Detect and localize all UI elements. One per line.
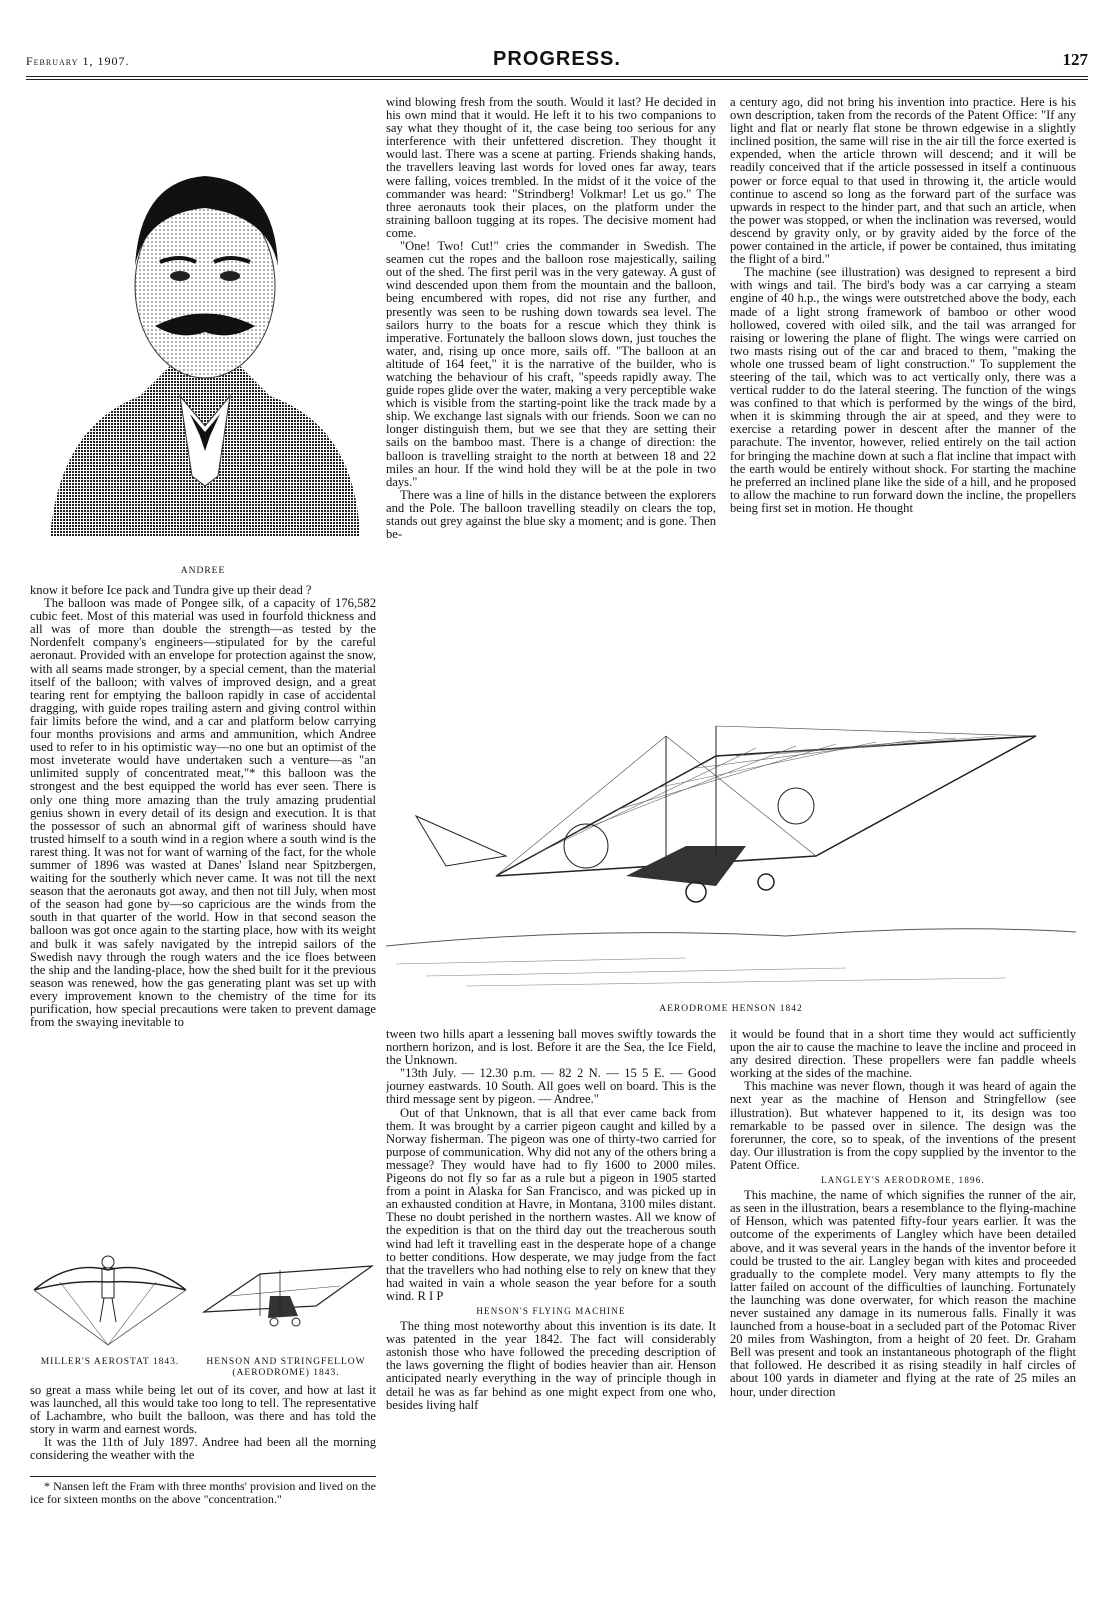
andree-portrait [30,96,376,556]
paragraph: know it before Ice pack and Tundra give up their dead ? [30,584,312,597]
paragraph: This machine, the name of which signifies the runner of the air, as seen in the illustration, bears a resemblance to the flying-machine of Henson, which was patented fifty-four years earlier. It was the outcome of the experiments of Langley which have been detailed above, and it was several years in the hands of the inventor before it could be trusted to the air. Langley began with kites and proceeded gradually to the complete model. Very many attempts to fly the latter failed on account of the difficulties of launching. Fortunately the launching was done overwater, for which reason the machine never sustained any damage in its numerous falls. Finally it was launched from a house-boat in a secluded part of the Potomac River 20 miles from Washington, from a height of 20 feet. Dr. Graham Bell was present and took an instantaneous photograph of the flight that followed. He described it as rising steadily in half circles of about 100 yards in diameter and flying at the rate of 25 miles an hour, under direction [730,1188,1076,1399]
miller-caption: MILLER'S AEROSTAT 1843. [40,1357,180,1367]
footnote-rule [30,1476,376,1477]
paragraph: it would be found that in a short time they would act sufficiently upon the air to cause the machine to leave the incline and proceed in any desired direction. These propellers were fan paddle wheels working at the sides of the machine. [730,1028,1076,1081]
column-2-bottom [386,1028,716,1548]
column-3-bottom [730,1028,1076,1548]
paragraph: There was a line of hills in the distance between the explorers and the Pole. The balloon travelling steadily on clears the top, stands out grey against the blue sky a moment; and is gone. Then be- [386,487,716,542]
paragraph: so great a mass while being let out of its cover, and how at last it was launched, all this would take too long to tell. The representative of Lachambre, who built the balloon, was there and has told the story in warm and earnest words. [30,1384,376,1437]
henson-stringfellow-caption: HENSON AND STRINGFELLOW (AERODROME) 1843. [206,1357,366,1378]
paragraph: This machine was never flown, though it was heard of again the next year as the machine of Henson and Stringfellow (see illustration). But whatever happened to it, its design was too remarkable to be passed over in silence. The design was the forerunner, the core, so to speak, of the inventions of the present day. Our illustration is from the copy supplied by the inventor to the Patent Office. [730,1079,1076,1172]
header-rule [26,76,1088,77]
henson-stringfellow-illustration [200,1256,376,1336]
paragraph: a century ago, did not bring his invention into practice. Here is his own description, taken from the records of the Patent Office: "If any light and flat or nearly flat stone be thrown edgewise in a slightly inclined position, the same will rise in the air till the force exerted is expended, when the article thrown will descend; and it will be readily conceived that if the article possessed in itself a continuous power or force equal to that used in throwing it, the article would continue to ascend so long as the forward part of the surface was upwards in respect to the hinder part, and that such an article, when the power was stopped, or when the inclination was reversed, would descend by gravity only, or by gravity aided by the force of the power contained in the article, if power be contained, thus imitating the flight of a bird." [730,96,1076,267]
paragraph: wind blowing fresh from the south. Would it last? He decided in his own mind that it would. He left it to his two companions to say what they thought of it, the case being too serious for any interference with their unfettered discretion. They thought it would last. There was a scene at parting. Friends shaking hands, the travellers leaving last words for loved ones far away, tears were falling, voices trembled. In the midst of it the voice of the commander was heard: "Strindberg! Volkmar! Let us go." The three aeronauts took their places, on the platform under the straining balloon tugging at its ropes. The decisive moment had come. [386,96,716,240]
header-rule-double [26,79,1088,80]
section-heading: HENSON'S FLYING MACHINE [476,1305,626,1316]
masthead-title: PROGRESS. [493,48,621,70]
paragraph: "One! Two! Cut!" cries the commander in Swedish. The seamen cut the ropes and the balloon rose majestically, sailing out of the shed. The first peril was in the very gateway. A gust of wind descended upon them from the mountain and the balloon, being encumbered with ropes, did not rise any further, and presently was seen to be rushing down towards sea level. The sailors hurry to the boats for a rescue which they think is imperative. Fortunately the balloon slows down, just touches the water, and, rising up once more, sails off. "The balloon at an altitude of 164 feet," it is the narrative of the builder, who is watching the behaviour of his craft, "speeds rapidly away. The guide ropes glide over the water, making a very perceptible wake which is visible from the starting-point like the track made by a ship. We exchange last signals with our friends. Soon we can no longer distinguish them, but we see that they are setting their sails on the bamboo mast. There is a change of direction: the balloon is travelling straight to the north at between 18 and 22 miles an hour. If the wind hold they will be at the pole in two days." [386,239,716,489]
paragraph: Out of that Unknown, that is all that ever came back from them. It was brought by a carrier pigeon caught and killed by a Norway fisherman. The pigeon was one of thirty-two carried for purpose of communication. Why did not any of the others bring a message? They would have had to fly 1600 to 2000 miles. Pigeons do not fly so far as a rule but a pigeon in 1905 started from a point in Alaska for San Francisco, and was picked up in an exhausted condition at Havre, in Montana, 3100 miles distant. These no doubt perished in the northern wastes. All we know of the expedition is that on the third day out the treacherous south wind had left it travelling east in the desperate hope of a change to better conditions. How desperate, we may judge from the fact that the travellers who had nothing else to rely on knew that they had waited in vain a whole season the year before for a south wind. R I P [386,1105,716,1303]
portrait-caption: ANDREE [180,566,226,576]
paragraph: tween two hills apart a lessening ball moves swiftly towards the northern horizon, and is lost. Before it are the Sea, the Ice Field, the Unknown. [386,1028,716,1068]
column-3-top [730,96,1076,690]
paragraph: The balloon was made of Pongee silk, of a capacity of 176,582 cubic feet. Most of this material was used in fourfold thickness and all was of more than double the strength—as tested by the Nordenfelt company's engineers—stipulated for by the careful aeronaut. Provided with an envelope for protection against the snow, with all seams made stronger, by a special cement, than the material itself of the balloon; with valves of improved design, and a great tearing rent for emptying the balloon rapidly in case of accidental dragging, with guide ropes trailing astern and giving control within fair limits before the wind, and a car and platform below carrying four months provisions and arms and ammunition, which Andree used to refer to in his optimistic way—no one but an optimist of the most inveterate would have undertaken such a venture—as "an unlimited supply of concentrated meat,"* this balloon was the strongest and the best equipped the world has ever seen. There is only one thing more amazing than the truly amazing prudential genius shown in every detail of its design and execution. It is that the possessor of such an abnormal gift of wariness should have trusted himself to a south wind in a region where a south wind is the rarest thing. It was not for want of warning of the fact, for the whole summer of 1896 was wasted at Danes' Island near Spitzbergen, waiting for the southerly which never came. It was not till the next season that the aeronauts got away, and then not till July, when most of the season had gone by—so capricious are the winds from the south in that quarter of the world. How in that second season the balloon was got once again to the starting place, how with its weight and bulk it was safely navigated by the intrepid sailors of the Swedish navy through the rough waters and the ice floes between the ship and the landing-place, how the shed built for it the previous season was renewed, how the gas generating plant was set up with every improvement known to the chemistry of the time for its purification, how special precautions were taken to prevent damage from the swaying inevitable to [30,596,376,1030]
aerodrome-henson-illustration [386,696,1076,996]
miller-aerostat-illustration [30,1240,190,1352]
footnote-text: * Nansen left the Fram with three months' provision and lived on the ice for sixteen months on the above "concentration." [30,1480,376,1506]
aerodrome-caption: AERODROME HENSON 1842 [659,1004,803,1014]
column-2-top [386,96,716,690]
section-heading: LANGLEY'S AERODROME, 1896. [821,1175,985,1186]
paragraph: "13th July. — 12.30 p.m. — 82 2 N. — 15 5 E. — Good journey eastwards. 10 South. All goes well on board. This is the third message sent by pigeon. — Andree." [386,1066,716,1107]
paragraph: The machine (see illustration) was designed to represent a bird with wings and tail. The bird's body was a car carrying a steam engine of 40 h.p., the wings were outstretched above the body, each made of a light strong framework of bamboo or other wood hollowed, covered with oiled silk, and the tail was arranged for raising or lowering the plane of flight. The wings were carried on two masts rising out of the car and braced to them, "making the whole one trussed beam of light construction." To supplement the steering of the tail, which was to act vertically only, there was a vertical rudder to do the lateral steering. The function of the wings was confined to that which is performed by the wings of the bird, when it is skimming through the air at speed, and they were to exercise a retarding power in descent after the manner of the parachute. The inventor, however, relied entirely on the tail action for bringing the machine down at such a flat incline that impact with the earth would be entirely without shock. For starting the machine he preferred an inclined plane like the side of a hill, and he proposed to allow the machine to run forward down the incline, the propellers being first set in motion. He thought [730,265,1076,515]
page-header [26,48,1088,74]
paragraph: The thing most noteworthy about this invention is its date. It was patented in the year 1842. The fact will considerably astonish those who have followed the preceding description of the laws governing the flight of bodies heavier than air. Henson anticipated nearly everything in the way of principle though in detail he was as far behind as one might expect from one who, besides living half [386,1319,716,1412]
paragraph: It was the 11th of July 1897. Andree had been all the morning considering the weather with the [30,1435,376,1463]
page-number: 127 [1062,50,1088,69]
column-1-bottom [30,1384,376,1470]
column-1-top [30,584,376,1224]
footnote [30,1480,376,1524]
issue-date: February 1, 1907. [26,54,130,68]
